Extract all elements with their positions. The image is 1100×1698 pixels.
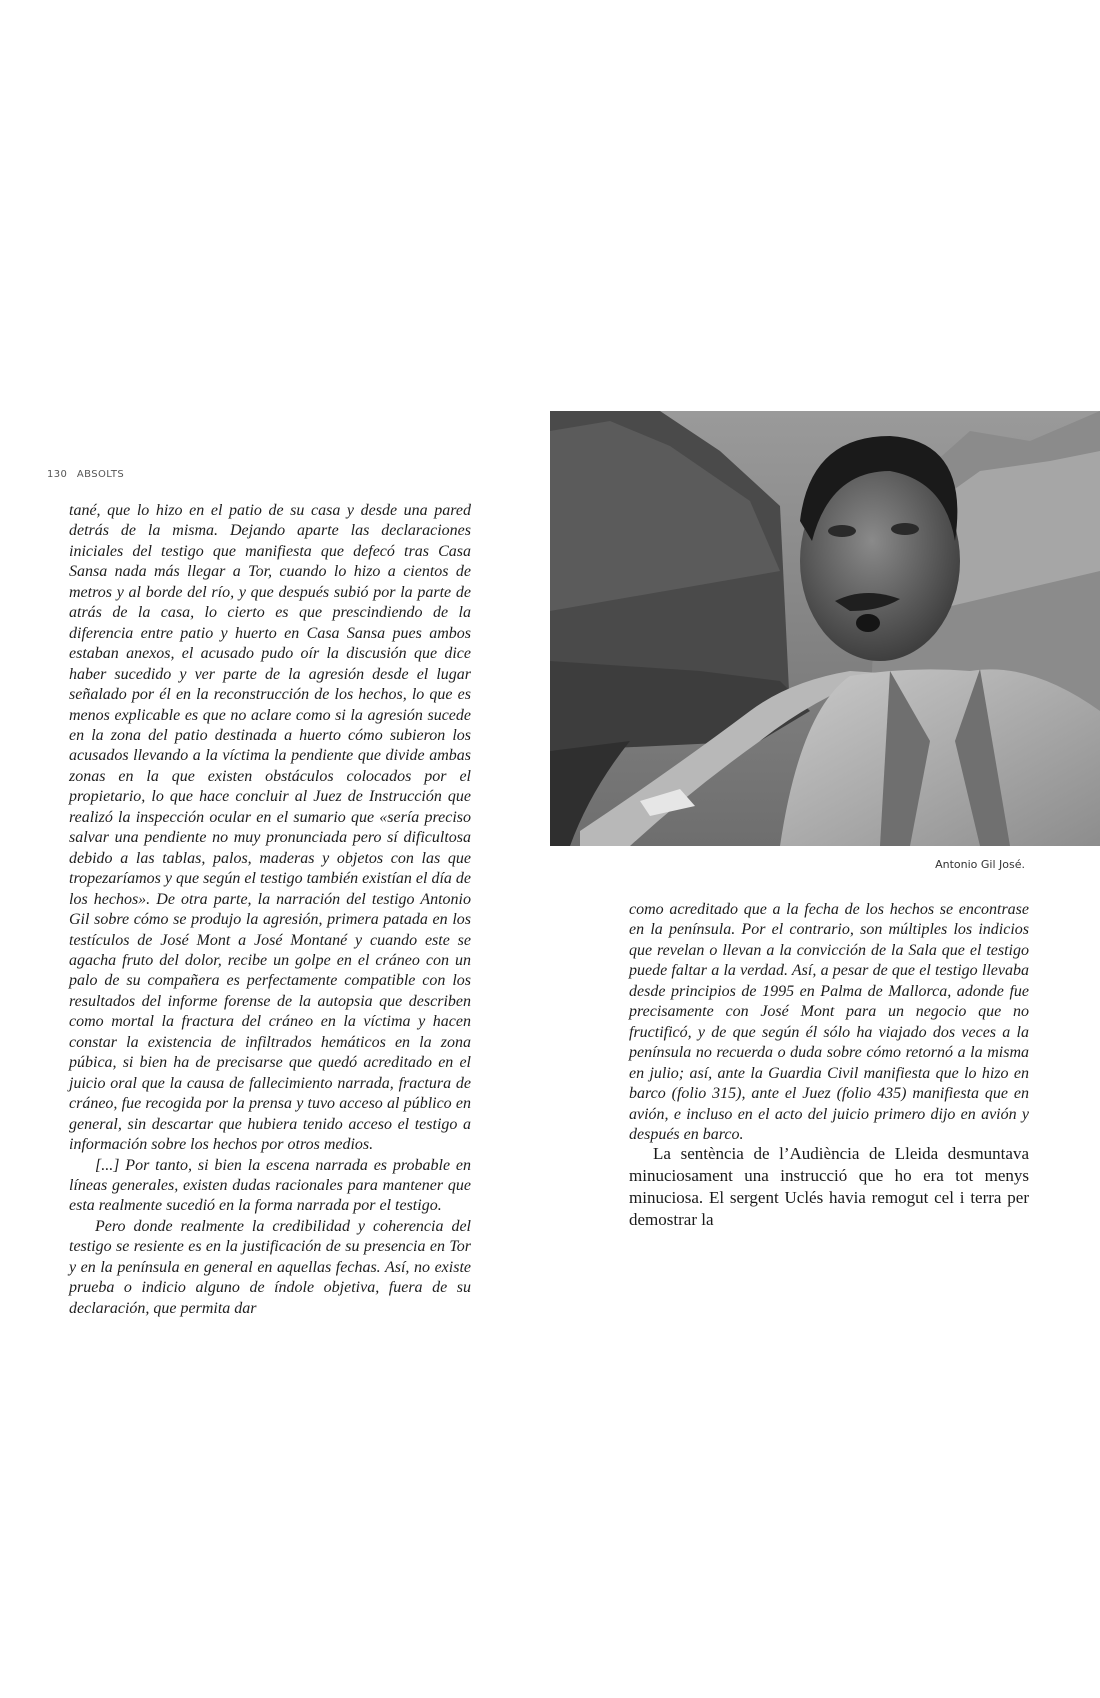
section-title: ABSOLTS bbox=[76, 469, 125, 480]
quote-paragraph-1: tané, que lo hizo en el patio de su casa y desde una pared detrás de la misma. Dejando aparte las declaraciones iniciales del testigo que manifiesta que defecó tras Casa Sansa nada más llegar a Tor, cuando lo hizo a cientos de metros y al borde del río, y que después subió por la parte de atrás de la casa, lo cierto es que prescindiendo de la diferencia entre patio y huerto en Casa Sansa pues ambos estaban anexos, el acusado pudo oír la discusión que dice haber sucedido y ver parte de la agresión desde el lugar señalado por él en la reconstrucción de los hechos, lo que es menos explicable es que no aclare como si la agresión sucede en la zona del patio destinada a huerto cómo subieron los acusados llevando a la víctima la pendiente que divide ambas zonas en la que existen obstáculos colocados por el propietario, lo que hace concluir al Juez de Instrucción que realizó la inspección ocular en el sumario que «sería preciso salvar una pendiente no muy pronunciada pero sí dificultosa debido a las tablas, palos, maderas y objetos con las que tropezaríamos y que según el testigo también existían el día de los hechos». De otra parte, la narración del testigo Antonio Gil sobre cómo se produjo la agresión, primera patada en los testículos de José Mont a José Montané y cuando este se agacha fruto del dolor, recibe un golpe en el cráneo con un palo de su compañera es perfectamente compatible con los resultados del informe forense de la autopsia que describen como mortal la fractura del cráneo en la víctima y hacen constar la existencia de infiltrados hemáticos en la zona púbica, si bien ha de precisarse que quedó acreditado en el juicio oral que la causa de fallecimiento narrada, fractura de cráneo, fue recogida por la prensa y tuvo acceso al público en general, sin descartar que hubiera tenido acceso el testigo a información sobre los hechos por otros medios. bbox=[69, 502, 472, 1154]
right-column-quote bbox=[629, 900, 1029, 1145]
photo-illustration bbox=[550, 411, 1100, 846]
photo-caption: Antonio Gil José. bbox=[935, 858, 1025, 871]
body-text bbox=[629, 1143, 1029, 1231]
running-head bbox=[47, 469, 124, 480]
quote-continuation: como acreditado que a la fecha de los hechos se encontrase en la península. Por el contrario, son múltiples los indicios que revelan o llevan a la convicción de la Sala que el testigo puede faltar a la verdad. Así, a pesar de que el testigo llevaba desde principios de 1995 en Palma de Mallorca, adonde fue precisamente con José Mont para un negocio que no fructificó, y de que según él sólo ha viajado dos veces a la península no recuerda o duda sobre cómo retornó a la misma en julio; así, ante la Guardia Civil manifiesta que lo hizo en barco (folio 315), ante el Juez (folio 435) manifiesta que en avión, e incluso en el acto del juicio primero dijo en avión y después en barco. bbox=[629, 901, 1029, 1143]
left-column-quote bbox=[69, 501, 471, 1319]
quote-paragraph-3: Pero donde realmente la credibilidad y coherencia del testigo se resiente es en la justificación de su presencia en Tor y en la península en general en aquellas fechas. Así, no existe prueba o indicio alguno de índole objetiva, fuera de su declaración, que permita dar bbox=[69, 1217, 471, 1317]
page-number: 130 bbox=[47, 469, 68, 480]
body-paragraph: La sentència de l’Audiència de Lleida desmuntava minuciosament una instrucció que ho era tot menys minuciosa. El sergent Uclés havia remogut cel i terra per demostrar la bbox=[629, 1144, 1029, 1229]
portrait-photo bbox=[550, 411, 1100, 846]
quote-paragraph-2: [...] Por tanto, si bien la escena narrada es probable en líneas generales, existen dudas racionales para mantener que esta realmente sucedió en la forma narrada por el testigo. bbox=[69, 1156, 471, 1215]
